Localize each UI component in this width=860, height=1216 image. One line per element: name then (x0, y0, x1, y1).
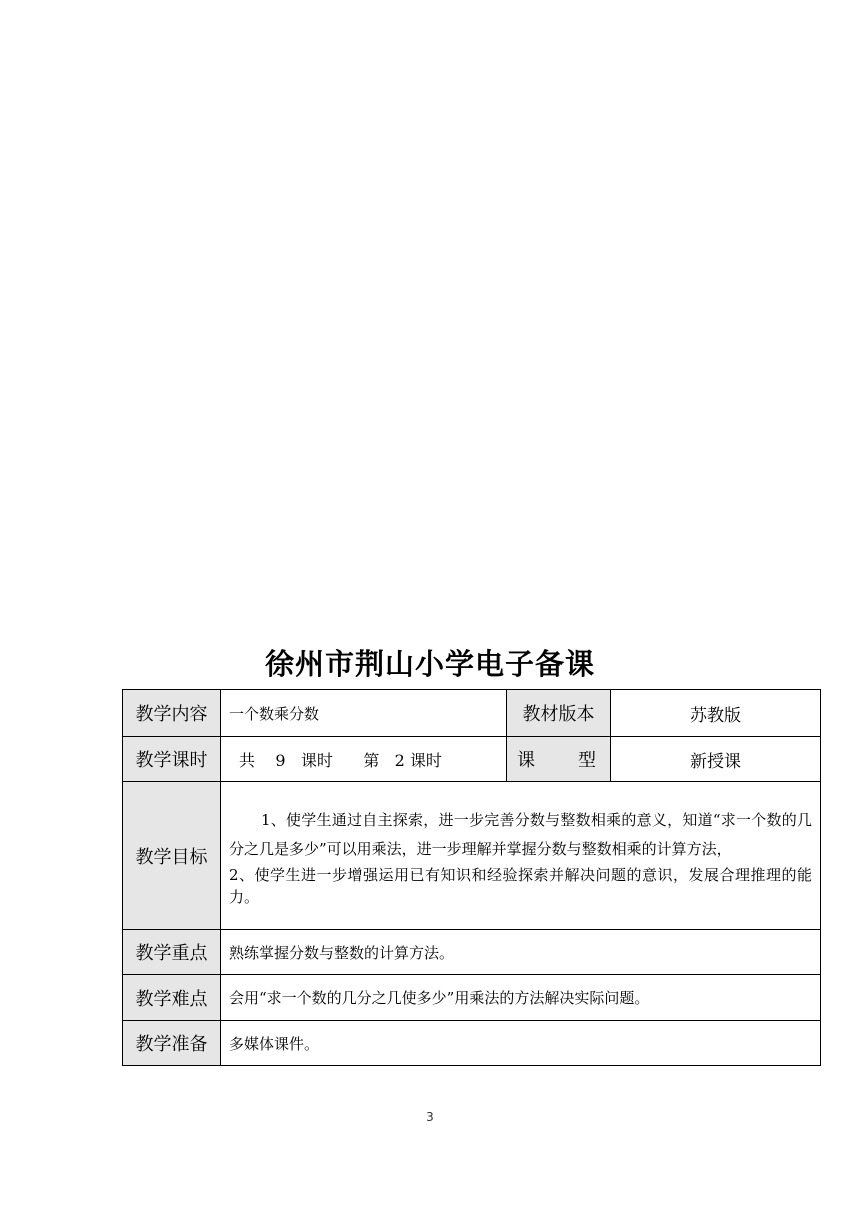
label-edition: 教材版本 (507, 690, 611, 737)
label-content: 教学内容 (123, 690, 221, 737)
label-preparation: 教学准备 (123, 1021, 221, 1066)
value-objectives (221, 782, 821, 930)
value-content: 一个数乘分数 (221, 690, 507, 737)
value-key-point: 熟练掌握分数与整数的计算方法。 (221, 930, 821, 975)
objective-item-1: 1、使学生通过自主探索，进一步完善分数与整数相乘的意义，知道“求一个数的几分之几是多少”可以用乘法，进一步理解并掌握分数与整数相乘的计算方法， (229, 810, 812, 858)
value-difficulty: 会用“求一个数的几分之几使多少”用乘法的方法解决实际问题。 (221, 975, 821, 1021)
lesson-plan-table (122, 689, 821, 1066)
label-type-right: 型 (578, 750, 596, 771)
row-key-point (123, 930, 821, 975)
document-title: 徐州市荆山小学电子备课 (264, 647, 595, 681)
label-difficulty: 教学难点 (123, 975, 221, 1021)
hours-current: 2 (394, 750, 405, 770)
label-type (507, 737, 611, 782)
objective-item-2: 2、使学生进一步增强运用已有知识和经验探索并解决问题的意识，发展合理推理的能力。 (229, 865, 812, 906)
hours-total-prefix: 共 (239, 750, 256, 770)
value-edition: 苏教版 (611, 690, 821, 737)
row-hours (123, 737, 821, 782)
hours-current-suffix: 课时 (409, 750, 442, 770)
row-objectives (123, 782, 821, 930)
hours-total-suffix: 课时 (300, 750, 333, 770)
page-number: 3 (426, 1110, 434, 1124)
row-content (123, 690, 821, 737)
label-key-point: 教学重点 (123, 930, 221, 975)
value-hours (221, 737, 507, 782)
hours-current-prefix: 第 (363, 750, 380, 770)
row-preparation (123, 1021, 821, 1066)
value-type: 新授课 (611, 737, 821, 782)
label-objectives: 教学目标 (123, 782, 221, 930)
label-type-left: 课 (517, 750, 535, 771)
label-hours: 教学课时 (123, 737, 221, 782)
row-difficulty (123, 975, 821, 1021)
value-preparation: 多媒体课件。 (221, 1021, 821, 1066)
hours-total: 9 (275, 750, 286, 770)
